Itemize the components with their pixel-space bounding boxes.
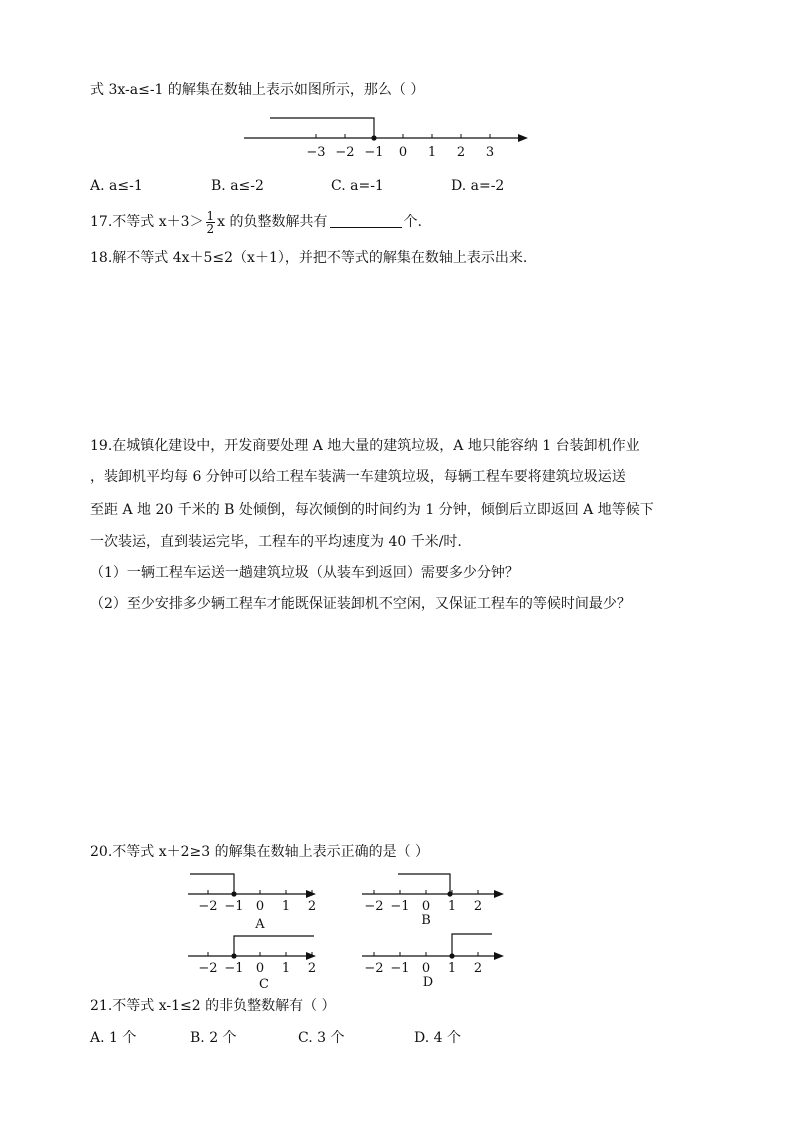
q20-tick-label: −1 bbox=[390, 961, 410, 976]
q20-label-d: D bbox=[422, 975, 434, 990]
q21-stem: 21.不等式 x-1≤2 的非负整数解有（ ） bbox=[90, 998, 336, 1014]
q16-option-c: C. a=-1 bbox=[331, 178, 384, 194]
q20-tick-label: 0 bbox=[255, 961, 265, 976]
q17-end: 个. bbox=[403, 214, 422, 230]
q20-label-a: A bbox=[255, 917, 265, 932]
q20-tick-label: 1 bbox=[281, 961, 291, 976]
q20-tick-label: −1 bbox=[224, 899, 244, 914]
q20-tick-label: 0 bbox=[421, 961, 431, 976]
q20-figure-d bbox=[362, 934, 504, 990]
q20-label-b: B bbox=[421, 913, 431, 928]
q18-text: 18.解不等式 4x＋5≤2（x＋1），并把不等式的解集在数轴上表示出来. bbox=[90, 250, 528, 266]
q21-option-d: D. 4 个 bbox=[414, 1030, 461, 1046]
q20-tick-label: −1 bbox=[224, 961, 244, 976]
q20-tick-label: 0 bbox=[255, 899, 265, 914]
q20-number-lines bbox=[180, 866, 510, 996]
q19-line-3: 至距 A 地 20 千米的 B 处倾倒，每次倾倒的时间约为 1 分钟，倾倒后立即返回 A 地等候下 bbox=[90, 502, 654, 518]
q19-line-1: 19.在城镇化建设中，开发商要处理 A 地大量的建筑垃圾，A 地只能容纳 1 台装卸机作业 bbox=[90, 438, 640, 454]
q21-option-c: C. 3 个 bbox=[298, 1030, 345, 1046]
q20-label-c: C bbox=[259, 977, 269, 992]
q16-tick-label: −2 bbox=[335, 145, 355, 160]
q20-tick-label: 2 bbox=[307, 961, 317, 976]
q20-tick-label: −2 bbox=[364, 899, 384, 914]
q19-line-4: 一次装运，直到装运完毕，工程车的平均速度为 40 千米/时. bbox=[90, 534, 462, 550]
q20-tick-label: 0 bbox=[421, 899, 431, 914]
q19-line-2: ，装卸机平均每 6 分钟可以给工程车装满一车建筑垃圾，每辆工程车要将建筑垃圾运送 bbox=[90, 469, 626, 485]
q16-number-line bbox=[240, 110, 540, 162]
q16-tick-label: −3 bbox=[306, 145, 326, 160]
q17-answer-blank bbox=[330, 213, 402, 228]
q20-tick-label: −2 bbox=[198, 961, 218, 976]
q20-tick-label: −2 bbox=[198, 899, 218, 914]
q16-tick-label: 2 bbox=[456, 145, 466, 160]
q16-tick-label: 1 bbox=[427, 145, 437, 160]
q16-tick-label: 0 bbox=[398, 145, 408, 160]
q19-sub-2: （2）至少安排多少辆工程车才能既保证装卸机不空闲，又保证工程车的等候时间最少？ bbox=[90, 596, 631, 612]
q19-sub-1: （1）一辆工程车运送一趟建筑垃圾（从装车到返回）需要多少分钟？ bbox=[90, 565, 519, 581]
q20-tick-label: 2 bbox=[473, 899, 483, 914]
q17-pre: 17.不等式 x＋3＞ bbox=[90, 214, 204, 230]
q20-figure-a bbox=[188, 874, 316, 932]
q16-tick-label: 3 bbox=[485, 145, 495, 160]
q17-frac-den: 2 bbox=[206, 221, 215, 236]
q20-tick-label: 1 bbox=[447, 961, 457, 976]
q16-option-b: B. a≤-2 bbox=[211, 178, 264, 194]
q21-option-a: A. 1 个 bbox=[90, 1030, 137, 1046]
q17 bbox=[90, 208, 422, 236]
q20-tick-label: −1 bbox=[390, 899, 410, 914]
q20-tick-label: 2 bbox=[473, 961, 483, 976]
q20-tick-label: 1 bbox=[447, 899, 457, 914]
q20-figure-b bbox=[362, 874, 504, 928]
q16-option-a: A. a≤-1 bbox=[90, 178, 143, 194]
q16-option-d: D. a=-2 bbox=[451, 178, 505, 194]
q16-stem: 式 3x-a≤-1 的解集在数轴上表示如图所示，那么（ ） bbox=[90, 82, 425, 98]
q20-stem: 20.不等式 x＋2≥3 的解集在数轴上表示正确的是（ ） bbox=[90, 844, 430, 860]
q21-option-b: B. 2 个 bbox=[190, 1030, 237, 1046]
q17-post: x 的负整数解共有 bbox=[217, 214, 328, 230]
q20-figure-c bbox=[188, 936, 316, 992]
q16-tick-label: −1 bbox=[364, 145, 384, 160]
q17-fraction bbox=[206, 210, 216, 235]
q20-tick-label: 1 bbox=[281, 899, 291, 914]
q17-frac-num: 1 bbox=[206, 208, 215, 223]
q20-tick-label: 2 bbox=[307, 899, 317, 914]
q20-tick-label: −2 bbox=[364, 961, 384, 976]
